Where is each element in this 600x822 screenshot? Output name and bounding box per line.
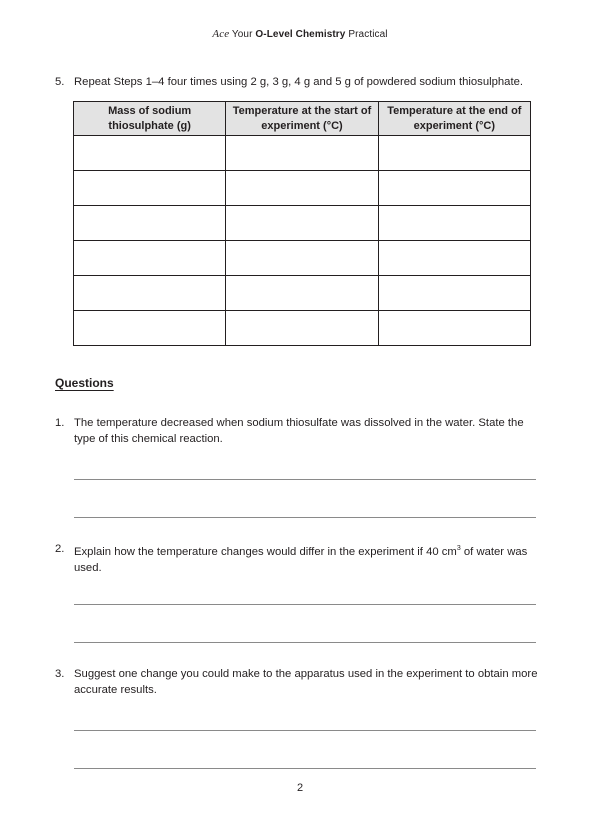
table-row: [74, 241, 531, 276]
table-cell[interactable]: [74, 171, 226, 206]
answer-line[interactable]: [74, 730, 536, 731]
header-book-title: O-Level Chemistry: [255, 29, 346, 40]
table-cell[interactable]: [378, 276, 530, 311]
table-cell[interactable]: [226, 311, 378, 346]
table-cell[interactable]: [226, 136, 378, 171]
table-cell[interactable]: [226, 276, 378, 311]
question-text: Suggest one change you could make to the apparatus used in the experiment to obtain more accurate results.: [74, 668, 538, 696]
column-header-start-temperature: Temperature at the start of experiment (°C): [226, 102, 378, 136]
table-header-row: [74, 102, 531, 136]
table-cell[interactable]: [74, 206, 226, 241]
table-cell[interactable]: [226, 171, 378, 206]
question-number: 2.: [55, 543, 65, 555]
step-number: 5.: [55, 76, 65, 88]
question-text-part: of water was used.: [74, 545, 528, 574]
table-row: [74, 171, 531, 206]
answer-line[interactable]: [74, 604, 536, 605]
question-number: 3.: [55, 668, 65, 680]
question-text: The temperature decreased when sodium thiosulfate was dissolved in the water. State the type of this chemical reaction.: [74, 417, 524, 445]
table-cell[interactable]: [378, 311, 530, 346]
table-cell[interactable]: [226, 206, 378, 241]
table-cell[interactable]: [226, 241, 378, 276]
question-text-part: Explain how the temperature changes would differ in the experiment if 40 cm: [74, 545, 457, 558]
answer-line[interactable]: [74, 642, 536, 643]
table-cell[interactable]: [378, 206, 530, 241]
table-row: [74, 311, 531, 346]
table-cell[interactable]: [74, 311, 226, 346]
table-cell[interactable]: [74, 276, 226, 311]
superscript-exponent: 3: [456, 545, 461, 552]
step-5: [55, 76, 523, 88]
answer-line[interactable]: [74, 479, 536, 480]
header-word: Your: [231, 29, 253, 40]
table-cell[interactable]: [74, 136, 226, 171]
table-cell[interactable]: [378, 171, 530, 206]
table-cell[interactable]: [74, 241, 226, 276]
step-text: Repeat Steps 1–4 four times using 2 g, 3 g, 4 g and 5 g of powdered sodium thiosulphate.: [74, 76, 524, 88]
header-word-practical: Practical: [348, 29, 388, 40]
running-header: [0, 28, 600, 40]
column-header-mass: Mass of sodium thiosulphate (g): [74, 102, 226, 136]
question-number: 1.: [55, 417, 65, 429]
table-cell[interactable]: [378, 136, 530, 171]
question-text: [74, 541, 544, 576]
answer-line[interactable]: [74, 768, 536, 769]
results-table: [73, 101, 531, 346]
questions-heading: Questions: [55, 376, 114, 390]
table-row: [74, 136, 531, 171]
answer-line[interactable]: [74, 517, 536, 518]
header-script-word: Ace: [212, 28, 230, 40]
table-row: [74, 276, 531, 311]
page-number: 2: [296, 782, 304, 794]
table-row: [74, 206, 531, 241]
table-cell[interactable]: [378, 241, 530, 276]
column-header-end-temperature: Temperature at the end of experiment (°C): [378, 102, 530, 136]
